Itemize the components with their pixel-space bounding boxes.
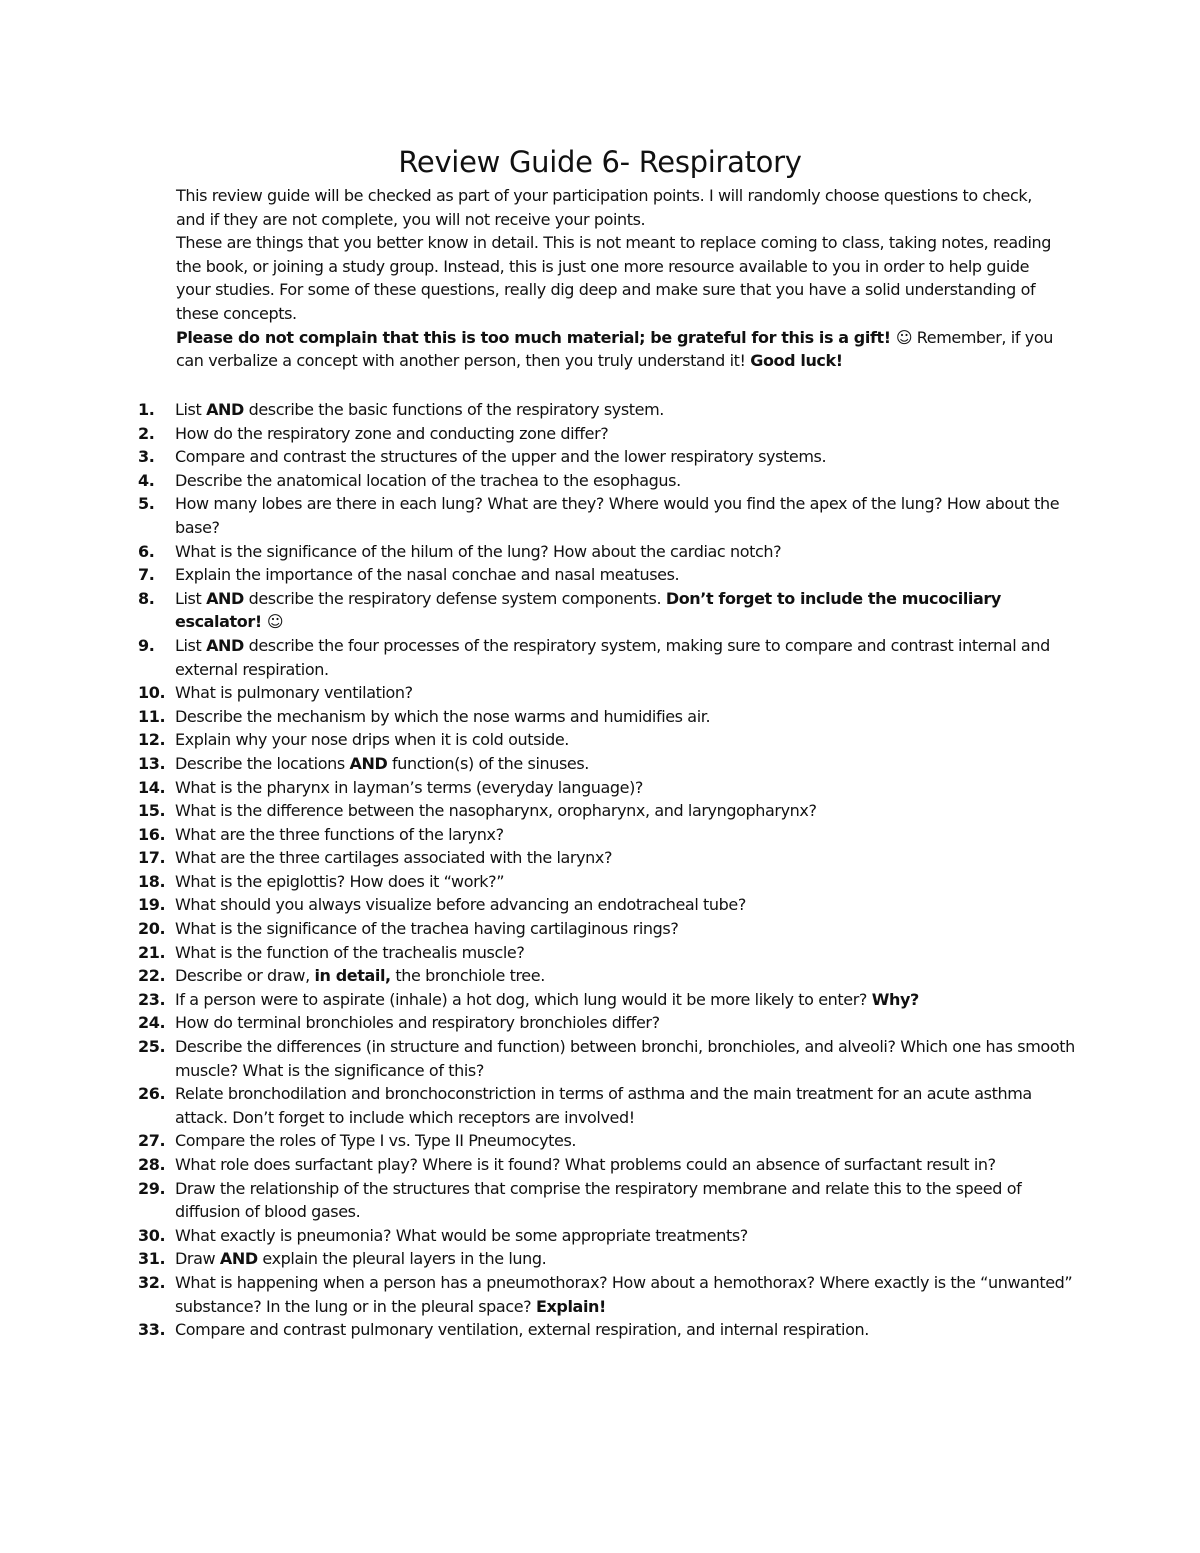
question-number: 29. (138, 1178, 166, 1198)
question-text: Describe the anatomical location of the trachea to the esophagus. (175, 470, 681, 490)
question-text-continued: the bronchiole tree. (390, 966, 545, 986)
question-text: What is the difference between the nasopharynx, oropharynx, and laryngopharynx? (175, 801, 817, 821)
question-number: 25. (138, 1037, 166, 1057)
question-item (138, 964, 1078, 988)
question-emphasis: AND (206, 400, 244, 419)
question-text: How do the respiratory zone and conducting zone differ? (175, 423, 609, 443)
question-item (138, 1035, 1078, 1082)
question-text: What is pulmonary ventilation? (175, 683, 413, 703)
question-number: 2. (138, 423, 155, 443)
question-number: 22. (138, 966, 166, 986)
question-emphasis: in detail, (314, 966, 391, 986)
question-number: 28. (138, 1155, 166, 1174)
question-item (138, 846, 1078, 870)
question-item (138, 1247, 1078, 1271)
intro-paragraph-1: This review guide will be checked as part of your participation points. I will randomly choose questions to check, and if they are not complete, you will not receive your points. (176, 186, 1032, 229)
question-number: 30. (138, 1225, 166, 1245)
question-item (138, 563, 1078, 587)
question-item (138, 681, 1078, 705)
question-item (138, 705, 1078, 729)
question-number: 4. (138, 470, 155, 490)
question-text: How many lobes are there in each lung? What are they? Where would you find the apex of the lung? How about the base? (175, 494, 1060, 537)
question-text: List (175, 400, 207, 419)
question-item (138, 870, 1078, 894)
question-number: 1. (138, 400, 155, 419)
question-number: 23. (138, 989, 166, 1009)
question-number: 16. (138, 824, 166, 844)
question-item (138, 893, 1078, 917)
question-emphasis: AND (206, 588, 244, 608)
page-title: Review Guide 6- Respiratory (398, 145, 802, 179)
question-text: What is the significance of the trachea having cartilaginous rings? (175, 919, 679, 939)
question-text: Describe the differences (in structure and function) between bronchi, bronchioles, and alveoli? Which one has smooth muscle? What is the significance of this? (175, 1037, 1075, 1080)
question-text: If a person were to aspirate (inhale) a hot dog, which lung would it be more likely to enter? (175, 989, 872, 1009)
question-emphasis: AND (349, 753, 388, 773)
question-number: 21. (138, 942, 166, 962)
question-text: What exactly is pneumonia? What would be some appropriate treatments? (175, 1225, 748, 1245)
question-text: List (175, 588, 207, 608)
question-text: What role does surfactant play? Where is it found? What problems could an absence of surfactant result in? (175, 1155, 996, 1174)
question-text: Compare and contrast pulmonary ventilation, external respiration, and internal respiration. (175, 1320, 869, 1340)
question-emphasis: AND (219, 1249, 258, 1269)
question-number: 15. (138, 801, 166, 821)
question-number: 12. (138, 730, 166, 750)
question-item (138, 1129, 1078, 1153)
question-item (138, 540, 1078, 564)
question-number: 9. (138, 635, 155, 655)
question-text: What is happening when a person has a pneumothorax? How about a hemothorax? Where exactly is the “unwanted” substance? In the lung or in the pleural space? (175, 1272, 1073, 1316)
question-text: What is the significance of the hilum of the lung? How about the cardiac notch? (175, 541, 782, 561)
question-text: Explain why your nose drips when it is cold outside. (175, 730, 569, 750)
question-item (138, 1082, 1078, 1129)
question-text: List (175, 635, 207, 655)
question-item (138, 941, 1078, 965)
intro-good-luck: Good luck! (750, 351, 843, 371)
question-item (138, 1011, 1078, 1035)
question-emphasis-note: Don’t forget to include the mucociliary escalator! ☺ (175, 588, 1001, 632)
question-text: Compare the roles of Type I vs. Type II Pneumocytes. (175, 1131, 577, 1151)
question-list (138, 398, 1078, 1342)
question-text: Describe the locations (175, 753, 350, 773)
question-emphasis: AND (206, 635, 244, 655)
question-emphasis: Why? (871, 989, 919, 1009)
question-item (138, 728, 1078, 752)
intro-paragraph-3 (176, 326, 1056, 373)
question-number: 26. (138, 1084, 166, 1104)
question-item (138, 422, 1078, 446)
question-number: 19. (138, 895, 166, 915)
question-item (138, 799, 1078, 823)
question-number: 31. (138, 1249, 166, 1269)
question-text: Explain the importance of the nasal conchae and nasal meatuses. (175, 565, 680, 585)
question-number: 3. (138, 447, 155, 467)
question-text-continued: describe the basic functions of the respiratory system. (243, 400, 664, 419)
question-text: Draw (175, 1249, 220, 1269)
question-text-continued: function(s) of the sinuses. (387, 753, 589, 773)
question-item (138, 398, 1078, 422)
question-number: 5. (138, 494, 155, 514)
question-text: What is the function of the trachealis muscle? (175, 942, 525, 962)
question-item (138, 492, 1078, 539)
question-number: 17. (138, 848, 166, 868)
question-text: Describe the mechanism by which the nose warms and humidifies air. (175, 706, 711, 726)
question-item (138, 776, 1078, 800)
intro-section (176, 184, 1056, 373)
question-item (138, 587, 1078, 634)
question-text: Draw the relationship of the structures that comprise the respiratory membrane and relate this to the speed of diffusion of blood gases. (175, 1178, 1022, 1222)
question-number: 11. (138, 706, 166, 726)
question-item (138, 1318, 1078, 1342)
question-number: 27. (138, 1131, 166, 1151)
question-text-continued: describe the four processes of the respiratory system, making sure to compare and contrast internal and external respiration. (175, 635, 1050, 679)
question-text: What are the three cartilages associated with the larynx? (175, 848, 613, 868)
question-text: What should you always visualize before advancing an endotracheal tube? (175, 895, 746, 915)
question-emphasis: Explain! (535, 1296, 606, 1316)
question-text-continued: explain the pleural layers in the lung. (257, 1249, 547, 1269)
intro-paragraph-2: These are things that you better know in detail. This is not meant to replace coming to class, taking notes, reading the book, or joining a study group. Instead, this is just one more resource available to you in order to help guide your studies. For some of these questions, really dig deep and make sure that you have a solid understanding of these concepts. (176, 233, 1052, 323)
intro-bold-note: Please do not complain that this is too much material; be grateful for this is a gift! ☺ (176, 327, 913, 347)
question-item (138, 1177, 1078, 1224)
question-item (138, 1224, 1078, 1248)
question-item (138, 988, 1078, 1012)
question-text: How do terminal bronchioles and respiratory bronchioles differ? (175, 1013, 660, 1033)
question-item (138, 823, 1078, 847)
question-item (138, 752, 1078, 776)
question-item (138, 1271, 1078, 1318)
question-item (138, 445, 1078, 469)
question-number: 24. (138, 1013, 166, 1033)
question-item (138, 917, 1078, 941)
question-number: 7. (138, 565, 155, 585)
intro-remember-text: Remember, if you can verbalize a concept with another person, then you truly understand it! (176, 327, 1053, 371)
question-text-continued: describe the respiratory defense system components. (243, 588, 666, 608)
question-number: 32. (138, 1272, 166, 1292)
question-text: Compare and contrast the structures of the upper and the lower respiratory systems. (175, 447, 827, 467)
question-item (138, 469, 1078, 493)
question-text: Relate bronchodilation and bronchoconstriction in terms of asthma and the main treatment for an acute asthma attack. Don’t forget to include which receptors are involved! (175, 1084, 1032, 1127)
question-number: 20. (138, 919, 166, 939)
question-number: 13. (138, 753, 166, 773)
question-text: What is the epiglottis? How does it “work?” (175, 871, 505, 891)
question-text: What is the pharynx in layman’s terms (everyday language)? (175, 777, 644, 797)
question-number: 10. (138, 683, 166, 703)
question-text: What are the three functions of the larynx? (175, 824, 504, 844)
question-text: Describe or draw, (175, 966, 315, 986)
question-number: 8. (138, 588, 155, 608)
question-item (138, 634, 1078, 681)
question-number: 18. (138, 871, 166, 891)
question-number: 33. (138, 1320, 166, 1340)
question-number: 14. (138, 777, 166, 797)
question-number: 6. (138, 541, 155, 561)
question-item (138, 1153, 1078, 1177)
